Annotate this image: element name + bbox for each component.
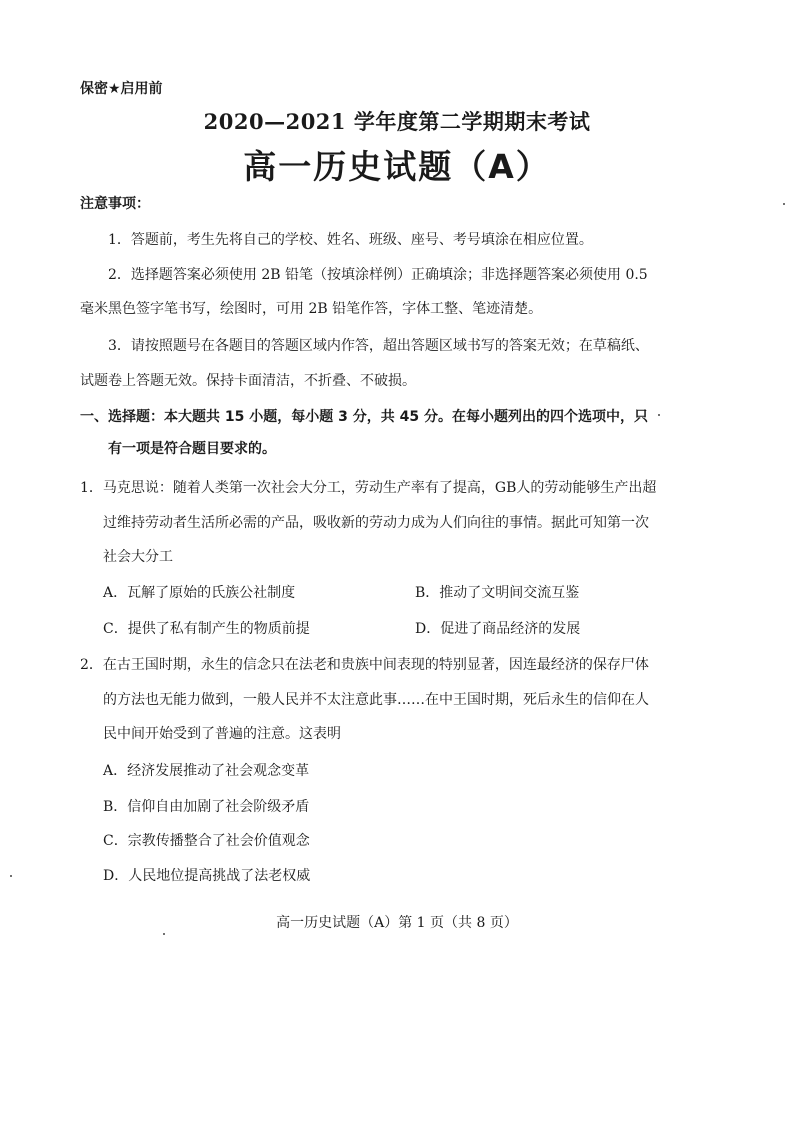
section-heading: 一、选择题：本大题共 15 小题，每小题 3 分，共 45 分。在每小题列出的四个选项中，只 [80, 409, 648, 425]
section-heading-cont: 有一项是符合题目要求的。 [108, 441, 276, 457]
option-b: B．推动了文明间交流互鉴 [415, 585, 580, 601]
question-stem: 1．马克思说：随着人类第一次社会大分工，劳动生产率有了提高，GB人的劳动能够生产出超 [80, 480, 657, 496]
option-c: C．宗教传播整合了社会价值观念 [103, 833, 310, 849]
scan-speck [783, 203, 785, 205]
question-stem: 过维持劳动者生活所必需的产品，吸收新的劳动力成为人们向往的事情。据此可知第一次 [103, 515, 649, 531]
note-line: 1．答题前，考生先将自己的学校、姓名、班级、座号、考号填涂在相应位置。 [108, 232, 593, 248]
note-line: 2．选择题答案必须使用 2B 铅笔（按填涂样例）正确填涂；非选择题答案必须使用 0.5 [108, 267, 648, 283]
option-d: D．人民地位提高挑战了法老权威 [103, 868, 311, 884]
option-a: A．瓦解了原始的氏族公社制度 [103, 585, 296, 601]
option-c: C．提供了私有制产生的物质前提 [103, 621, 310, 637]
note-line: 试题卷上答题无效。保持卡面清洁，不折叠、不破损。 [80, 373, 416, 389]
option-a: A．经济发展推动了社会观念变革 [103, 763, 310, 779]
question-stem: 的方法也无能力做到，一般人民并不太注意此事……在中王国时期，死后永生的信仰在人 [103, 692, 649, 708]
exam-title: 2020—2021 学年度第二学期期末考试 [203, 109, 591, 134]
option-d: D．促进了商品经济的发展 [415, 621, 581, 637]
scan-speck [163, 933, 165, 935]
question-stem: 社会大分工 [103, 549, 173, 565]
note-line: 3．请按照题号在各题目的答题区域内作答，超出答题区域书写的答案无效；在草稿纸、 [108, 338, 649, 354]
notes-heading: 注意事项： [80, 196, 150, 212]
question-stem: 2．在古王国时期，永生的信念只在法老和贵族中间表现的特别显著，因连最经济的保存尸体 [80, 657, 649, 673]
scan-speck [10, 875, 12, 877]
scan-speck [658, 414, 660, 416]
paper-title: 高一历史试题（A） [243, 147, 551, 186]
confidential-label: 保密★启用前 [80, 81, 163, 97]
option-b: B．信仰自由加剧了社会阶级矛盾 [103, 799, 310, 815]
page-footer: 高一历史试题（A）第 1 页（共 8 页） [276, 915, 518, 931]
question-stem: 民中间开始受到了普遍的注意。这表明 [103, 726, 341, 742]
note-line: 毫米黑色签字笔书写，绘图时，可用 2B 铅笔作答，字体工整、笔迹清楚。 [80, 301, 543, 317]
